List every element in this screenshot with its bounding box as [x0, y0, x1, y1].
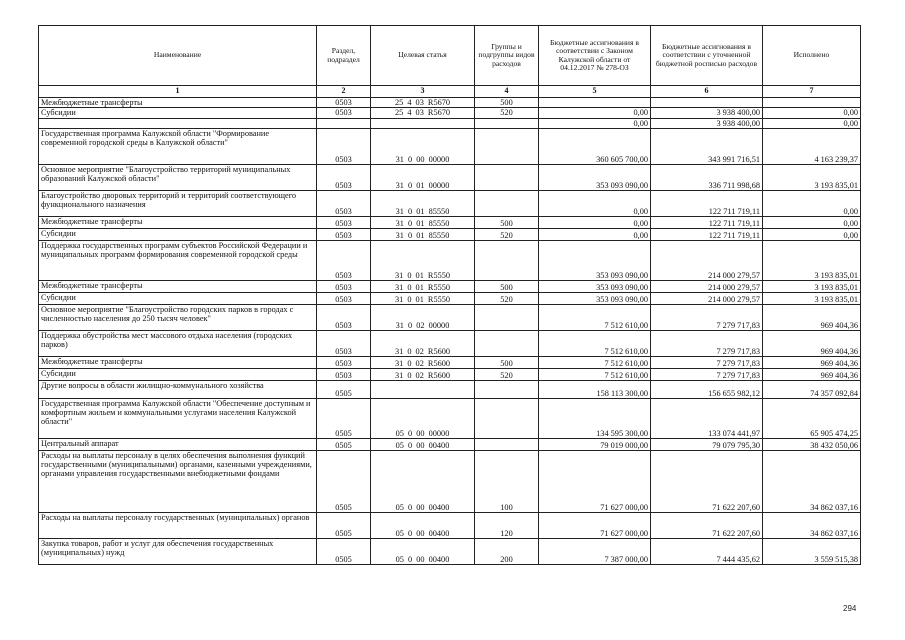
row-executed-amount: 0,00	[763, 228, 861, 240]
row-law-amount: 134 595 300,00	[539, 398, 651, 438]
row-name: Межбюджетные трансферты	[39, 216, 317, 228]
column-number: 4	[475, 86, 539, 98]
row-executed-amount: 3 559 515,38	[763, 538, 861, 564]
row-law-amount: 0,00	[539, 118, 651, 128]
column-number: 3	[371, 86, 475, 98]
row-name: Межбюджетные трансферты	[39, 98, 317, 108]
row-target: 31 0 01 R5550	[371, 240, 475, 280]
row-section: 0503	[317, 356, 371, 368]
row-law-amount: 353 093 090,00	[539, 280, 651, 292]
row-refined-amount: 122 711 719,11	[651, 190, 763, 216]
row-group	[475, 398, 539, 438]
row-executed-amount: 969 404,36	[763, 330, 861, 356]
row-name: Субсидии	[39, 368, 317, 380]
table-row	[39, 118, 861, 128]
row-name: Расходы на выплаты персоналу государственных (муниципальных) органов	[39, 512, 317, 538]
page-number: 294	[843, 604, 857, 613]
row-target: 31 0 02 R5600	[371, 356, 475, 368]
row-executed-amount: 38 432 050,06	[763, 438, 861, 450]
row-law-amount: 353 093 090,00	[539, 292, 651, 304]
table-row	[39, 108, 861, 118]
table-row	[39, 292, 861, 304]
row-executed-amount: 34 862 037,16	[763, 512, 861, 538]
row-executed-amount: 65 905 474,25	[763, 398, 861, 438]
row-target: 31 0 02 R5600	[371, 368, 475, 380]
row-section: 0503	[317, 228, 371, 240]
row-name: Субсидии	[39, 108, 317, 118]
row-section: 0505	[317, 450, 371, 512]
row-name: Межбюджетные трансферты	[39, 356, 317, 368]
row-group	[475, 118, 539, 128]
row-refined-amount	[651, 98, 763, 108]
row-group	[475, 438, 539, 450]
row-target: 31 0 00 00000	[371, 128, 475, 164]
table-row	[39, 164, 861, 190]
row-law-amount: 0,00	[539, 216, 651, 228]
row-group: 100	[475, 450, 539, 512]
row-refined-amount: 214 000 279,57	[651, 280, 763, 292]
row-section: 0505	[317, 438, 371, 450]
row-name: Другие вопросы в области жилищно-коммунального хозяйства	[39, 380, 317, 398]
row-refined-amount: 3 938 400,00	[651, 108, 763, 118]
row-name: Государственная программа Калужской области "Формирование современной городской среды в Калужской области"	[39, 128, 317, 164]
row-group: 520	[475, 368, 539, 380]
row-refined-amount: 71 622 207,60	[651, 450, 763, 512]
row-executed-amount: 969 404,36	[763, 356, 861, 368]
row-law-amount: 0,00	[539, 190, 651, 216]
column-number: 7	[763, 86, 861, 98]
row-refined-amount: 7 279 717,83	[651, 330, 763, 356]
header-name: Наименование	[39, 26, 317, 86]
row-law-amount: 0,00	[539, 108, 651, 118]
row-law-amount: 353 093 090,00	[539, 164, 651, 190]
row-section: 0503	[317, 368, 371, 380]
row-law-amount: 353 093 090,00	[539, 240, 651, 280]
row-name: Государственная программа Калужской области "Обеспечение доступным и комфортным жильем и коммунальными услугами населения Калужской области"	[39, 398, 317, 438]
row-target: 31 0 02 R5600	[371, 330, 475, 356]
row-target: 25 4 03 R5670	[371, 108, 475, 118]
row-executed-amount: 3 193 835,01	[763, 292, 861, 304]
header-law-appropriations: Бюджетные ассигнования в соответствии с Законом Калужской области от 04.12.2017 № 278-ОЗ	[539, 26, 651, 86]
row-section: 0503	[317, 108, 371, 118]
row-name: Поддержка государственных программ субъектов Российской Федерации и муниципальных программ формирования современной городской среды	[39, 240, 317, 280]
header-row	[39, 26, 861, 86]
table-row	[39, 128, 861, 164]
header-group: Группы и подгруппы видов расходов	[475, 26, 539, 86]
row-law-amount: 360 605 700,00	[539, 128, 651, 164]
table-row	[39, 240, 861, 280]
row-group: 500	[475, 280, 539, 292]
row-group	[475, 330, 539, 356]
table-row	[39, 280, 861, 292]
row-group: 500	[475, 216, 539, 228]
row-refined-amount: 7 444 435,62	[651, 538, 763, 564]
column-number: 2	[317, 86, 371, 98]
row-target: 31 0 01 85550	[371, 216, 475, 228]
row-law-amount: 7 512 610,00	[539, 368, 651, 380]
row-section: 0505	[317, 398, 371, 438]
row-target: 31 0 01 R5550	[371, 292, 475, 304]
row-section: 0503	[317, 330, 371, 356]
row-name: Закупка товаров, работ и услуг для обеспечения государственных (муниципальных) нужд	[39, 538, 317, 564]
row-section	[317, 118, 371, 128]
row-refined-amount: 214 000 279,57	[651, 292, 763, 304]
table-row	[39, 512, 861, 538]
table-row	[39, 398, 861, 438]
table-row	[39, 304, 861, 330]
row-target: 25 4 03 R5670	[371, 98, 475, 108]
row-section: 0503	[317, 164, 371, 190]
row-target: 05 0 00 00000	[371, 398, 475, 438]
row-group: 520	[475, 292, 539, 304]
row-name: Поддержка обустройства мест массового отдыха населения (городских парков)	[39, 330, 317, 356]
row-group: 120	[475, 512, 539, 538]
row-target	[371, 118, 475, 128]
row-name	[39, 118, 317, 128]
row-law-amount	[539, 98, 651, 108]
row-section: 0503	[317, 304, 371, 330]
row-executed-amount: 0,00	[763, 190, 861, 216]
row-law-amount: 79 019 000,00	[539, 438, 651, 450]
header-target: Целевая статья	[371, 26, 475, 86]
row-refined-amount: 156 655 982,12	[651, 380, 763, 398]
row-executed-amount: 34 862 037,16	[763, 450, 861, 512]
row-target: 05 0 00 00400	[371, 438, 475, 450]
row-group	[475, 190, 539, 216]
row-name: Благоустройство дворовых территорий и территорий соответствующего функционального назначения	[39, 190, 317, 216]
column-number: 1	[39, 86, 317, 98]
row-executed-amount: 4 163 239,37	[763, 128, 861, 164]
row-name: Субсидии	[39, 228, 317, 240]
header-executed: Исполнено	[763, 26, 861, 86]
row-group: 200	[475, 538, 539, 564]
row-law-amount: 0,00	[539, 228, 651, 240]
row-section: 0505	[317, 538, 371, 564]
row-executed-amount: 3 193 835,01	[763, 240, 861, 280]
row-law-amount: 71 627 000,00	[539, 512, 651, 538]
row-section: 0503	[317, 292, 371, 304]
row-refined-amount: 122 711 719,11	[651, 228, 763, 240]
row-executed-amount: 3 193 835,01	[763, 164, 861, 190]
row-executed-amount: 3 193 835,01	[763, 280, 861, 292]
row-law-amount: 7 512 610,00	[539, 356, 651, 368]
table-row	[39, 228, 861, 240]
row-refined-amount: 133 074 441,97	[651, 398, 763, 438]
table-row	[39, 98, 861, 108]
table-row	[39, 356, 861, 368]
row-section: 0503	[317, 280, 371, 292]
row-target: 31 0 01 R5550	[371, 280, 475, 292]
row-law-amount: 7 512 610,00	[539, 304, 651, 330]
table-row	[39, 438, 861, 450]
row-target: 31 0 01 85550	[371, 190, 475, 216]
row-law-amount: 71 627 000,00	[539, 450, 651, 512]
row-group	[475, 240, 539, 280]
row-name: Расходы на выплаты персоналу в целях обеспечения выполнения функций государственными (муниципальными) органами, казенными учреждениями, органами управления государственными внебюджетными фондами	[39, 450, 317, 512]
header-refined-appropriations: Бюджетные ассигнования в соответствии с уточненной бюджетной росписью расходов	[651, 26, 763, 86]
column-number-row	[39, 86, 861, 98]
row-refined-amount: 122 711 719,11	[651, 216, 763, 228]
row-refined-amount: 79 079 795,30	[651, 438, 763, 450]
row-section: 0505	[317, 380, 371, 398]
row-target: 31 0 02 00000	[371, 304, 475, 330]
row-target: 05 0 00 00400	[371, 538, 475, 564]
row-group	[475, 380, 539, 398]
row-group	[475, 128, 539, 164]
row-section: 0503	[317, 98, 371, 108]
column-number: 6	[651, 86, 763, 98]
row-executed-amount	[763, 98, 861, 108]
table-row	[39, 330, 861, 356]
row-refined-amount: 7 279 717,83	[651, 356, 763, 368]
row-refined-amount: 7 279 717,83	[651, 368, 763, 380]
row-name: Основное мероприятие "Благоустройство городских парков в городах с численностью населения до 250 тысяч человек"	[39, 304, 317, 330]
header-section: Раздел, подраздел	[317, 26, 371, 86]
row-target	[371, 380, 475, 398]
column-number: 5	[539, 86, 651, 98]
row-section: 0503	[317, 190, 371, 216]
row-group: 500	[475, 356, 539, 368]
row-executed-amount: 0,00	[763, 216, 861, 228]
budget-sheet	[38, 25, 860, 565]
row-executed-amount: 74 357 092,84	[763, 380, 861, 398]
row-group	[475, 304, 539, 330]
row-section: 0503	[317, 128, 371, 164]
table-row	[39, 380, 861, 398]
row-name: Основное мероприятие "Благоустройство территорий муниципальных образований Калужской области"	[39, 164, 317, 190]
row-refined-amount: 214 000 279,57	[651, 240, 763, 280]
row-executed-amount: 969 404,36	[763, 304, 861, 330]
row-name: Межбюджетные трансферты	[39, 280, 317, 292]
table-row	[39, 190, 861, 216]
row-refined-amount: 343 991 716,51	[651, 128, 763, 164]
row-group	[475, 164, 539, 190]
row-law-amount: 158 113 300,00	[539, 380, 651, 398]
row-target: 31 0 01 00000	[371, 164, 475, 190]
row-name: Субсидии	[39, 292, 317, 304]
table-row	[39, 538, 861, 564]
row-executed-amount: 0,00	[763, 118, 861, 128]
row-group: 520	[475, 108, 539, 118]
row-section: 0503	[317, 240, 371, 280]
budget-table	[38, 25, 861, 565]
row-section: 0503	[317, 216, 371, 228]
row-refined-amount: 3 938 400,00	[651, 118, 763, 128]
row-target: 05 0 00 00400	[371, 512, 475, 538]
row-refined-amount: 7 279 717,83	[651, 304, 763, 330]
row-group: 500	[475, 98, 539, 108]
table-row	[39, 450, 861, 512]
table-row	[39, 216, 861, 228]
row-section: 0505	[317, 512, 371, 538]
row-target: 05 0 00 00400	[371, 450, 475, 512]
row-law-amount: 7 512 610,00	[539, 330, 651, 356]
row-target: 31 0 01 85550	[371, 228, 475, 240]
row-executed-amount: 0,00	[763, 108, 861, 118]
row-name: Центральный аппарат	[39, 438, 317, 450]
row-group: 520	[475, 228, 539, 240]
row-executed-amount: 969 404,36	[763, 368, 861, 380]
row-law-amount: 7 387 000,00	[539, 538, 651, 564]
row-refined-amount: 336 711 998,68	[651, 164, 763, 190]
table-row	[39, 368, 861, 380]
row-refined-amount: 71 622 207,60	[651, 512, 763, 538]
